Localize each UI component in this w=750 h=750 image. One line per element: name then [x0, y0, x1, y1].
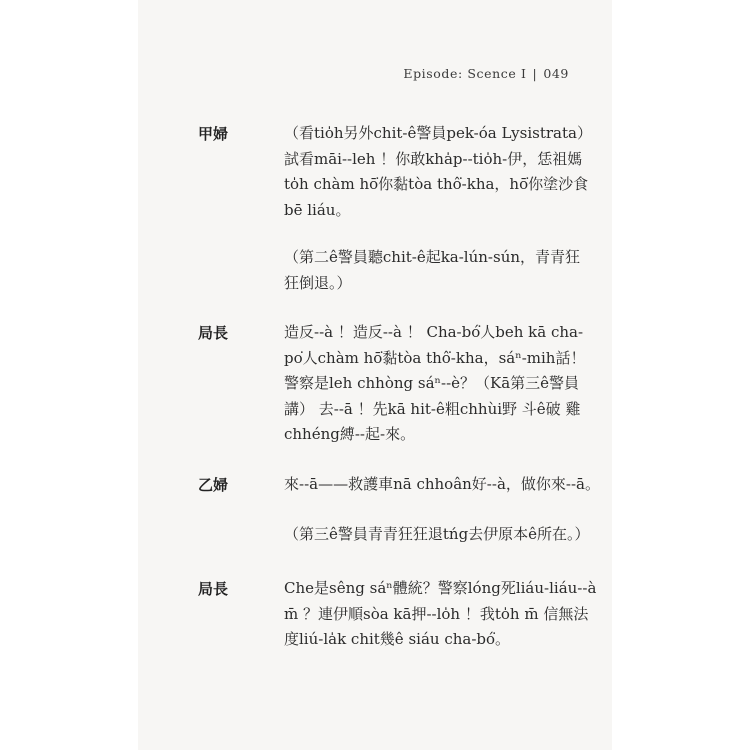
text-line: chhéng縛--起-來。 [284, 425, 416, 443]
text-line: 警察是leh chhòng sáⁿ--è？（Kā第三ê警員 [284, 374, 580, 392]
speaker-name: 局長 [198, 580, 229, 598]
dialogue-text [284, 320, 584, 448]
text-line: 講） 去--ā ！先kā hit-ê粗chhùi野 斗ê破 雞 [284, 399, 581, 418]
text-line: 來--ā——救護車nā chhoân好--à，做你來--ā。 [284, 475, 600, 493]
text-line: Che是sêng sáⁿ體統？警察lóng死liáu-liáu--à [284, 579, 597, 597]
text-line: 造反--à ！造反--à ！ Cha-bó͘人beh kā cha- [284, 323, 584, 341]
text-line: 狂倒退。） [284, 273, 352, 292]
running-header [403, 66, 569, 81]
text-line: 度liú-la̍k chit幾ê siáu cha-bó͘。 [284, 630, 511, 648]
text-line: （看tio̍h另外chit-ê警員pek-óa Lysistrata） [284, 124, 592, 142]
book-page [138, 0, 612, 750]
dialogue-text [284, 472, 600, 498]
text-line: to̍h chàm hō͘你黏tòa thô͘-kha，hō͘你塗沙食 [284, 175, 589, 193]
text-line: bē liáu。 [284, 200, 351, 219]
episode-title: Episode: Scence I [403, 66, 527, 81]
dialogue-text [284, 121, 592, 223]
text-line: 試看māi--leh ！你敢kha̍p--tio̍h-伊，恁祖媽 [284, 149, 583, 168]
page-number: 049 [543, 66, 569, 81]
text-line: （第三ê警員青青狂狂退tńg去伊原本ê所在。） [284, 525, 590, 543]
text-line: po͘人chàm hō͘黏tòa thô͘-kha，sáⁿ-mih話！ [284, 348, 586, 367]
speaker-name: 甲婦 [198, 125, 229, 143]
text-line: m̄ ？連伊順sòa kā押--lo̍h ！我to̍h m̄ 信無法 [284, 604, 589, 623]
stage-direction-text [284, 522, 590, 548]
speaker-name: 局長 [198, 324, 229, 342]
dialogue-text [284, 576, 597, 653]
stage-direction-text [284, 245, 584, 296]
text-line: （第二ê警員聽chit-ê起ka-lún-sún，青青狂 [284, 248, 581, 266]
speaker-name: 乙婦 [198, 476, 229, 494]
header-separator: | [532, 66, 538, 81]
